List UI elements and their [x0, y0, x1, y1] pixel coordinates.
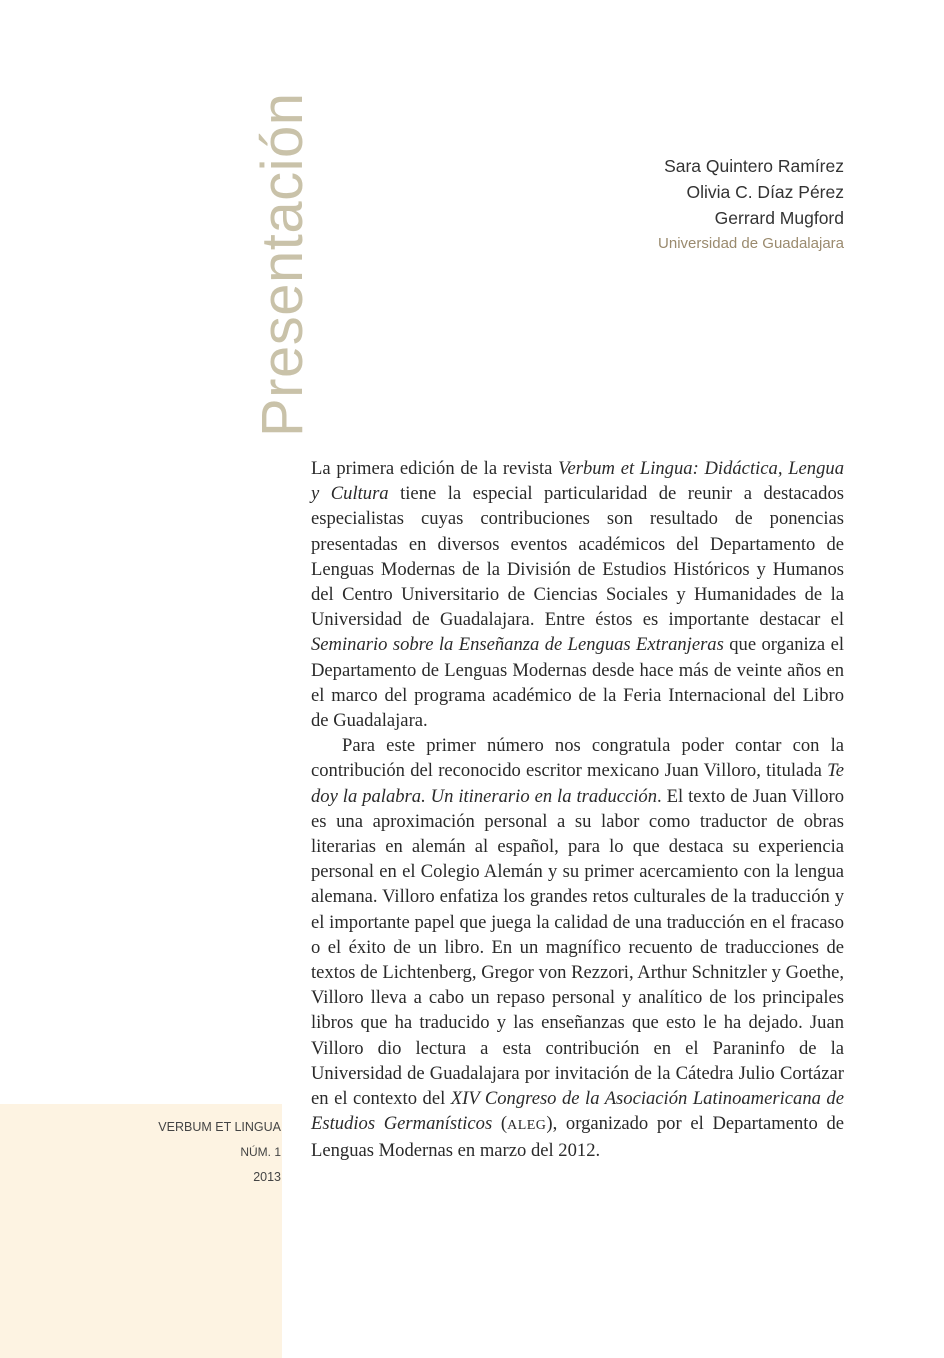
text-run: que organiza el Departamento de Lenguas Modernas desde hace más de veinte años en el marco del programa académico de la Feria Internacional del Libro de Guadalajara. [311, 634, 844, 732]
journal-year: 2013 [253, 1170, 281, 1184]
acronym: ALEG [507, 1118, 547, 1134]
author-name: Olivia C. Díaz Pérez [686, 182, 844, 202]
author-block [658, 153, 844, 257]
work-title-italic: Te doy la palabra. Un itinerario en la traducción [311, 760, 844, 807]
seminar-title-italic: Seminario sobre la Enseñanza de Lenguas Extranjeras [311, 634, 724, 656]
author-affiliation: Universidad de Guadalajara [658, 235, 844, 252]
journal-meta [158, 1115, 281, 1190]
journal-name: VERBUM ET LINGUA [158, 1120, 281, 1134]
author-name: Gerrard Mugford [714, 208, 844, 228]
text-run: ), organizado por el Departamento de Lenguas Modernas en marzo del 2012. [311, 1113, 844, 1162]
paragraph [311, 456, 844, 733]
section-title: Presentación [250, 92, 315, 437]
paragraph [311, 733, 844, 1163]
text-run: La primera edición de la revista [311, 458, 559, 479]
text-run: ( [492, 1113, 508, 1135]
author-name: Sara Quintero Ramírez [664, 156, 844, 176]
text-run: tiene la especial particularidad de reunir a destacados especialistas cuyas contribuciones son resultado de ponencias presentadas en diversos eventos académicos del Departamento de Lenguas Modernas de la División de Estudios Históricos y Humanos del Centro Universitario de Ciencias Sociales y Humanidades de la Universidad de Guadalajara. Entre éstos es importante destacar el [311, 483, 844, 631]
text-run: . El texto de Juan Villoro es una aproximación personal a su labor como traductor de obras literarias en alemán al español, para lo que destaca su experiencia personal en el Colegio Alemán y su primer acercamiento con la lengua alemana. Villoro enfatiza los grandes retos culturales de la traducción y el importante papel que juega la calidad de una traducción en el fracaso o el éxito de un libro. En un magnífico recuento de traducciones de textos de Lichtenberg, Gregor von Rezzori, Arthur Schnitzler y Goethe, Villoro lleva a cabo un repaso personal y analítico de los principales libros que ha traducido y las enseñanzas que esto le ha dejado. Juan Villoro dio lectura a esta contribución en el Paraninfo de la Universidad de Guadalajara por invitación de la Cátedra Julio Cortázar en el contexto del [311, 785, 844, 1110]
journal-issue: NÚM. 1 [240, 1145, 281, 1159]
congress-title-italic: XIV Congreso de la Asociación Latinoamericana de Estudios Germanísticos [311, 1088, 844, 1135]
journal-title-italic: Verbum et Lingua: Didáctica, Lengua y Cultura [311, 458, 844, 505]
article-body [311, 456, 844, 1164]
text-run: Para este primer número nos congratula poder contar con la contribución del reconocido escritor mexicano Juan Villoro, titulada [311, 735, 844, 782]
